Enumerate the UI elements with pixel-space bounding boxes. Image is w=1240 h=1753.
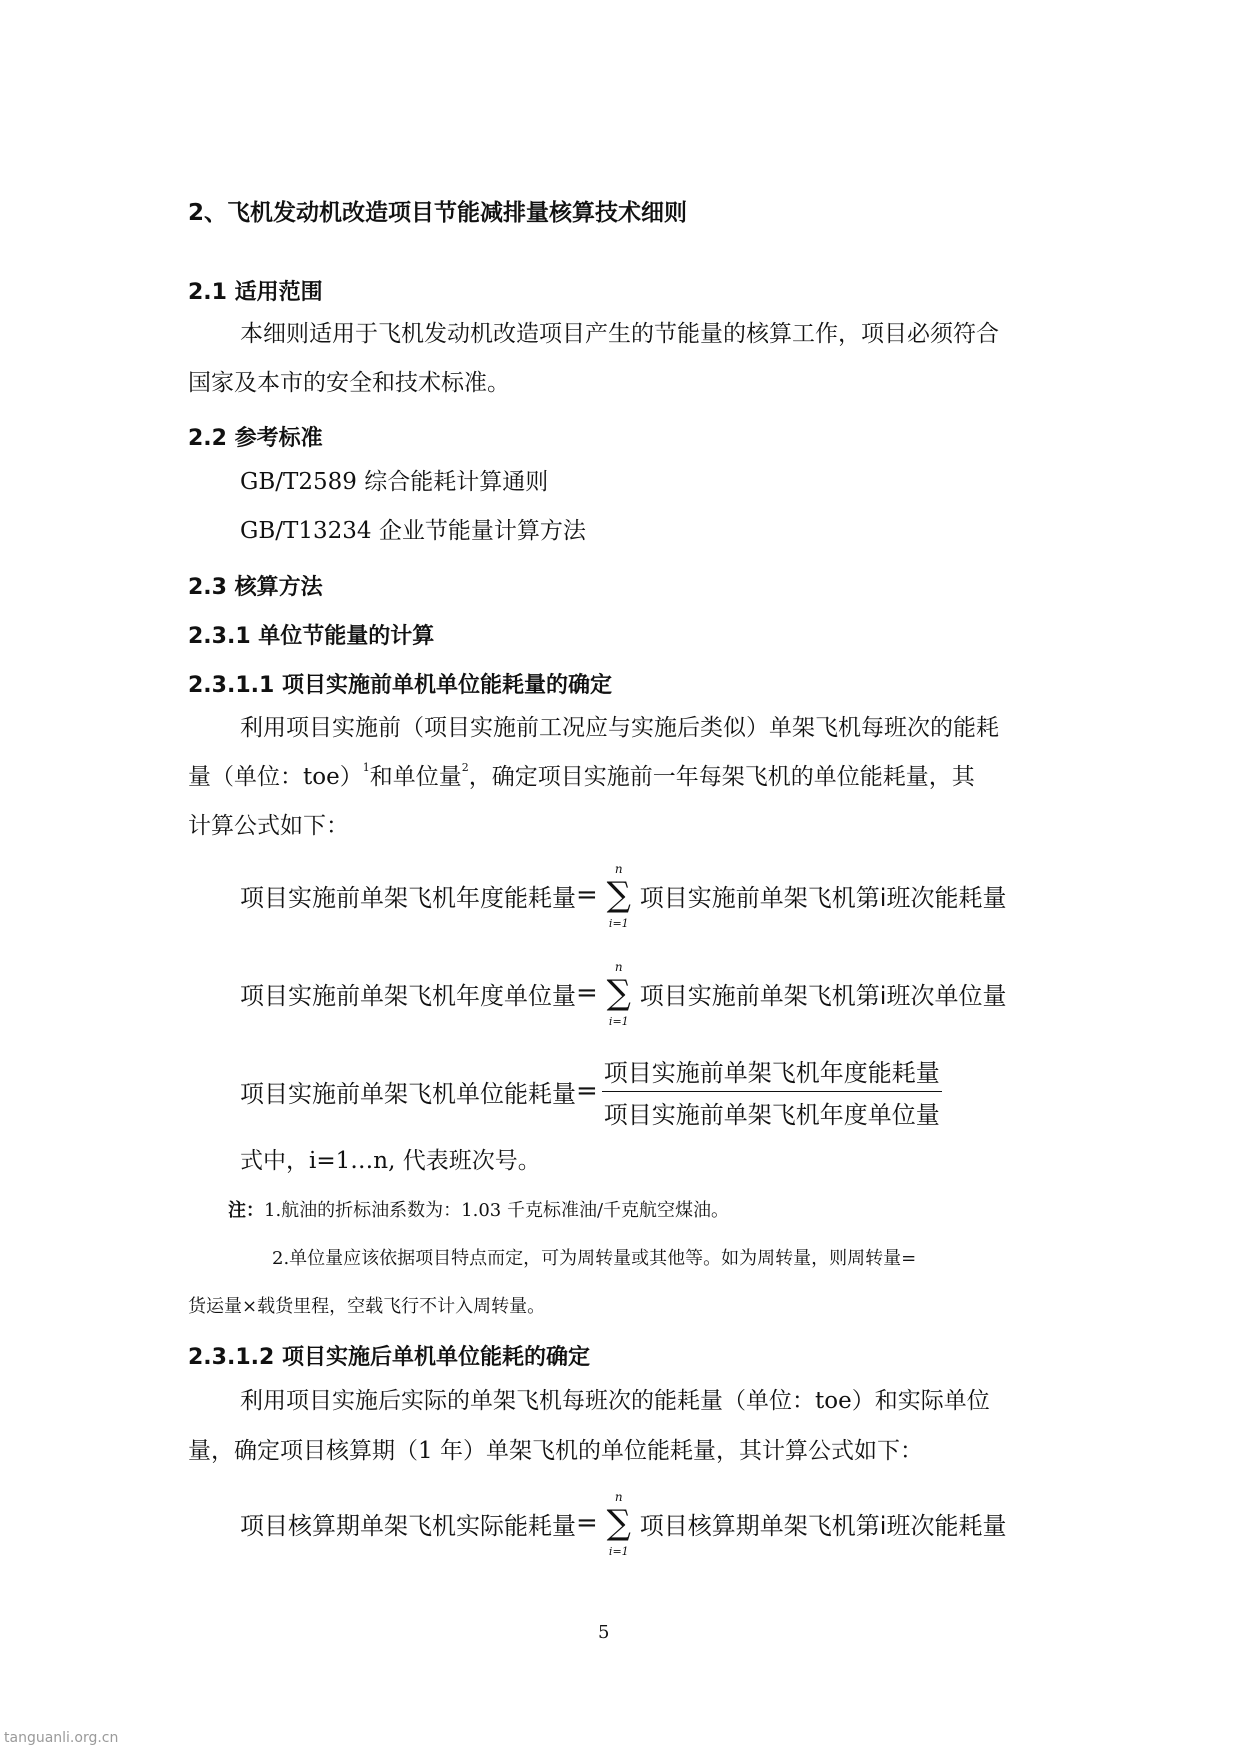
summation-sign: n ∑ i=1 <box>606 960 631 1028</box>
paragraph-before-line-2 <box>188 761 975 790</box>
note-1-text: 1.航油的折标油系数为：1.03 千克标准油/千克航空煤油。 <box>264 1200 730 1221</box>
heading-2-3-1-2: 2.3.1.2 项目实施后单机单位能耗的确定 <box>188 1345 590 1370</box>
page-number: 5 <box>598 1622 610 1643</box>
summation-sign: n ∑ i=1 <box>606 1490 631 1558</box>
formula-3-left: 项目实施前单架飞机单位能耗量 <box>240 1079 576 1108</box>
formula-1-right: 项目实施前单架飞机第i班次能耗量 <box>639 883 1007 912</box>
formula-annual-unit-before <box>240 960 1007 1028</box>
summation-sign: n ∑ i=1 <box>606 862 631 930</box>
reference-standard-1: GB/T2589 综合能耗计算通则 <box>240 469 549 495</box>
fraction <box>602 1053 942 1130</box>
equals-sign: = <box>576 978 598 1008</box>
heading-2-3-1: 2.3.1 单位节能量的计算 <box>188 624 435 649</box>
paragraph-before-line-3: 计算公式如下： <box>188 813 349 839</box>
formula-2-left: 项目实施前单架飞机年度单位量 <box>240 981 576 1010</box>
formula-annual-energy-before <box>240 862 1007 930</box>
formula-2-right: 项目实施前单架飞机第i班次单位量 <box>639 981 1007 1010</box>
formula-4-left: 项目核算期单架飞机实际能耗量 <box>240 1511 576 1540</box>
paragraph-after-line-1: 利用项目实施后实际的单架飞机每班次的能耗量（单位：toe）和实际单位 <box>240 1388 990 1414</box>
equals-sign: = <box>576 880 598 910</box>
formula-4-right: 项目核算期单架飞机第i班次能耗量 <box>639 1511 1007 1540</box>
paragraph-2-1-line-2: 国家及本市的安全和技术标准。 <box>188 370 510 396</box>
paragraph-after-line-2: 量，确定项目核算期（1 年）单架飞机的单位能耗量，其计算公式如下： <box>188 1438 923 1464</box>
equals-sign: = <box>576 1076 598 1106</box>
section-title: 2、飞机发动机改造项目节能减排量核算技术细则 <box>188 200 688 226</box>
heading-2-1: 2.1 适用范围 <box>188 280 323 305</box>
fraction-denominator: 项目实施前单架飞机年度单位量 <box>603 1100 940 1129</box>
formula-annual-energy-after <box>240 1490 1007 1558</box>
reference-standard-2: GB/T13234 企业节能量计算方法 <box>240 518 586 544</box>
heading-2-3-1-1: 2.3.1.1 项目实施前单机单位能耗量的确定 <box>188 673 612 698</box>
formula-unit-energy-before <box>240 1056 942 1129</box>
note-2-line-1: 2.单位量应该依据项目特点而定，可为周转量或其他等。如为周转量，则周转量= <box>272 1248 917 1269</box>
heading-2-2: 2.2 参考标准 <box>188 426 323 451</box>
paragraph-tail-text: ，确定项目实施前一年每架飞机的单位能耗量，其 <box>468 764 975 790</box>
fraction-numerator: 项目实施前单架飞机年度能耗量 <box>602 1053 942 1092</box>
equals-sign: = <box>576 1508 598 1538</box>
footnote-ref-1: 1 <box>362 761 370 774</box>
paragraph-2-1-line-1: 本细则适用于飞机发动机改造项目产生的节能量的核算工作，项目必须符合 <box>240 321 999 347</box>
note-1 <box>228 1196 729 1222</box>
energy-unit-text: 量（单位：toe） <box>188 764 363 790</box>
note-label: 注： <box>228 1200 264 1221</box>
paragraph-before-line-1: 利用项目实施前（项目实施前工况应与实施后类似）单架飞机每班次的能耗 <box>240 715 999 741</box>
formula-1-left: 项目实施前单架飞机年度能耗量 <box>240 883 576 912</box>
footnote-ref-2: 2 <box>461 761 469 774</box>
formula-where-line: 式中，i=1…n, 代表班次号。 <box>240 1148 541 1174</box>
note-2-line-2: 货运量×载货里程，空载飞行不计入周转量。 <box>188 1296 546 1317</box>
watermark-text: tanguanli.org.cn <box>4 1730 119 1746</box>
unit-amount-text: 和单位量 <box>369 764 462 790</box>
heading-2-3: 2.3 核算方法 <box>188 575 323 600</box>
